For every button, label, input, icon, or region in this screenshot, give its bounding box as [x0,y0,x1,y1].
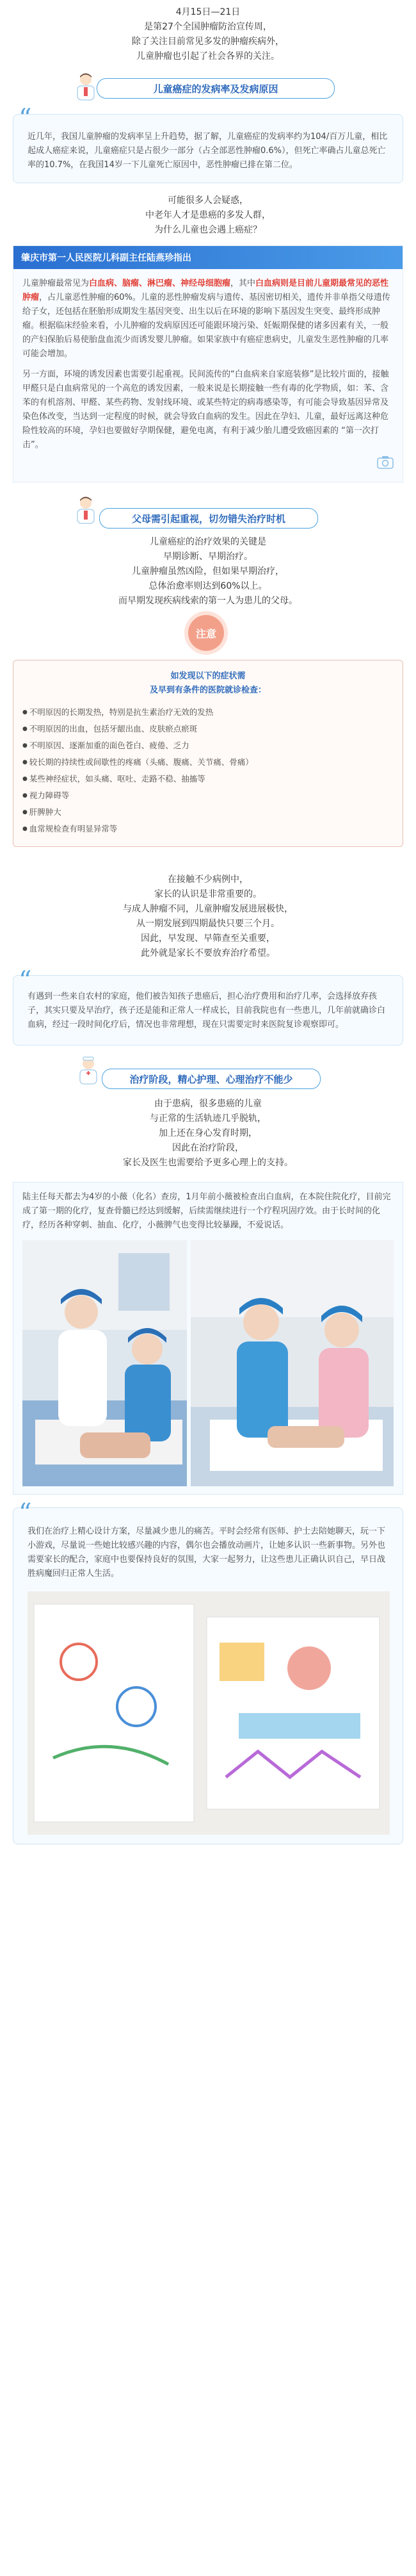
intro-line: 是第27个全国肿瘤防治宣传周， [144,22,272,32]
photo-row [13,1240,403,1494]
doctor-icon [74,72,98,101]
notice-title-line: 如发现以下的症状需 [170,671,246,681]
article-body [13,269,403,482]
symptom-item: ● 某些神经症状，如头痛、呕吐、走路不稳、抽搐等 [22,771,394,787]
section-title-2 [74,495,342,532]
awareness-line: 与成人肿瘤不同，儿童肿瘤发展进展极快， [123,904,293,914]
case-text: 陆主任每天都去为4岁的小薇（化名）查房，1月年前小薇被检查出白血病，在本院住院化疗，目前完成了第一期的化疗，复查骨髓已经达到缓解，后续需继续进行一个疗程巩固疗效。由于长时间的化疗，经历各种穿刺、抽血、化疗，小薇脾气也变得比较暴躁，不爱说话。 [22,1192,391,1230]
question-line: 可能很多人会疑惑， [168,195,248,206]
parent-awareness-text [0,873,416,961]
article-paragraph-1 [22,277,394,361]
awareness-line: 因此，早发现、早筛查至关重要， [141,933,275,944]
children-drawings-photo [28,1591,390,1835]
intro-line: 4月15日—21日 [175,7,241,17]
symptom-item: ● 视力障碍等 [22,787,394,804]
notice-badge [188,615,224,651]
quote-mark-icon: “ [19,104,32,133]
intro-line: 除了关注目前常见多发的肿瘤疾病外， [132,37,284,47]
section-title-text: 儿童癌症的发病率及发病原因 [153,83,278,95]
ward-photo-nurse [191,1240,394,1486]
quote-mark-icon: “ [19,966,32,996]
notice-title-line: 及早到有条件的医院就诊检查： [149,685,266,695]
section-title-label [97,78,335,99]
question-text [0,193,416,238]
highlight-text: 白血病、脑瘤、淋巴瘤、神经母细胞瘤 [89,279,231,288]
treatment-quote-text: 我们在治疗上精心设计方案，尽量减少患儿的痛苦。平时会经常有医师、护士去陪她聊天，玩一下小游戏，尽量说一些她比较感兴趣的内容，偶尔也会播放动画片，让她多认识一些新事物。另外也需要家长的配合，家庭中也要保持良好的氛围，大家一起努力，让这些患儿正确认识自己，早日战胜病魔回归正常人生活。 [28,1527,386,1579]
early-treatment-text [0,535,416,609]
notice-badge-wrap [0,615,416,651]
awareness-line: 从一期发展到四期最快只要三个月。 [136,919,280,929]
camera-icon [377,455,394,469]
text-run: 儿童肿瘤最常见为 [22,279,90,288]
symptom-notice [13,660,403,847]
text-run: ，占儿童恶性肿瘤的60%。儿童的恶性肿瘤发病与遗传、基因密切相关，遗传并非单指父母遗传给子女，还包括在胚胎形成期发生基因突变、出生以后在环境的影响下基因发生突变、最终形成肿瘤。根据临床经验来看，小儿肿瘤的发病原因还可能跟环境污染、妊娠期保健的诸多因素有关，一般的产妇保胎后易使胎盘血流少而诱发婴儿肿瘤。如果家族中有癌症患病史，儿童发生恶性肿瘤的几率可能会增加。 [22,293,390,359]
symptom-item: ● 较长期的持续性或间歇性的疼痛（头痛、腹痛、关节痛、骨痛） [22,754,394,771]
ward-photo-doctor [22,1240,187,1486]
early-line: 早期诊断、早期治疗。 [163,552,253,562]
psych-line: 由于患病，很多患癌的儿童 [154,1099,262,1109]
notice-title [22,669,394,698]
symptom-item: ● 不明原因的长期发热，特别是抗生素治疗无效的发热 [22,704,394,721]
highlight-text: 白血病则是目前儿童期最常见的恶性肿瘤 [22,279,389,302]
early-line: 总体治愈率则达到60%以上。 [148,581,268,591]
expert-article [13,245,403,482]
psych-line: 与正常的生活轨迹几乎脱轨， [150,1113,266,1124]
article-header: 肇庆市第一人民医院儿科副主任陆燕珍指出 [13,246,403,269]
section-title-label [99,508,318,529]
symptom-item: ● 血常规检查有明显异常等 [22,821,394,837]
intro-line: 儿童肿瘤也引起了社会各界的关注。 [136,51,280,62]
rural-family-quote [13,966,403,1046]
early-line: 而早期发现疾病线索的第一人为患儿的父母。 [118,596,298,606]
incidence-text: 近几年，我国儿童肿瘤的发病率呈上升趋势，据了解，儿童癌症的发病率约为104/百万儿童，相比起成人癌症来说，儿童癌症只是占很少一部分（占全部恶性肿瘤0.6%），但死亡率确占儿童总死亡率的10.7%，在我国14岁一下儿童死亡原因中，恶性肿瘤已排在第二位。 [28,132,388,170]
awareness-line: 在接触不少病例中， [168,874,248,885]
intro-text [0,0,416,64]
awareness-line: 家长的认识是非常重要的。 [154,889,262,899]
section-title-1 [74,70,342,103]
nurse-care-illustration [191,1240,394,1486]
early-line: 儿童癌症的治疗效果的关键是 [150,537,266,547]
psych-line: 加上还在身心发育时期， [159,1128,257,1138]
case-box [13,1182,403,1495]
notice-badge-text: 注意 [195,627,216,640]
section-title-text: 父母需引起重视，切勿错失治疗时机 [131,513,285,525]
doctor-examining-illustration [22,1240,187,1486]
text-run: ，其中 [230,279,256,288]
section-title-label [102,1069,321,1089]
incidence-box [13,104,403,183]
case-body [13,1183,403,1240]
question-line: 为什么儿童也会遇上癌症？ [154,225,262,235]
symptom-item: ● 不明原因的出血，包括牙龈出血、皮肤瘀点瘀斑 [22,721,394,737]
article-paragraph-2: 另一方面，环境的诱发因素也需要引起重视。民间流传的“白血病来自家庭装修”是比较片面的，接触甲醛只是白血病常见的一个高危的诱发因素，一般来说是长期接触一些有毒的化学物质，如：苯、含苯的有机溶剂、甲醛、某些药物、发射线环境、或某些特定的病毒感染等，有可能会导致基因异常及染色体改变，当达到一定程度的时候，就会导致白血病的发生。因此在孕妇、儿童，最好远离这种危险性较高的环境，孕妇也要做好孕期保健，避免电离，有利于减少胎儿遭受致癌因素的 “第一次打击”。 [22,370,389,450]
early-line: 儿童肿瘤虽然凶险，但如果早期治疗， [132,566,284,577]
drawings-illustration [28,1591,390,1835]
treatment-quote [13,1498,403,1844]
symptom-list [22,704,394,837]
rural-quote-text: 有遇到一些来自农村的家庭，他们被告知孩子患癌后，担心治疗费用和治疗几率，会选择放弃孩子，其实只要及早治疗，孩子还是能和正常人一样成长，目前我院也有一些患儿，几年前就确诊白血病，经过一段时间化疗后，情况也非常理想，现在只需要定时来医院复诊观察即可。 [28,992,386,1030]
doctor-icon [74,495,98,525]
psych-line: 因此在治疗阶段， [172,1143,244,1153]
question-line: 中老年人才是患癌的多发人群， [145,210,271,220]
nurse-icon [76,1056,100,1085]
psych-support-text [0,1097,416,1170]
section-title-text: 治疗阶段，精心护理、心理治疗不能少 [129,1073,293,1085]
symptom-item: ● 肝脾肿大 [22,804,394,821]
section-title-3 [74,1056,342,1093]
awareness-line: 此外就是家长不要放弃治疗希望。 [141,948,275,958]
quote-mark-icon: “ [19,1498,32,1528]
symptom-item: ● 不明原因、逐渐加重的面色苍白、疲倦、乏力 [22,737,394,754]
psych-line: 家长及医生也需要给予更多心理上的支持。 [123,1158,293,1168]
